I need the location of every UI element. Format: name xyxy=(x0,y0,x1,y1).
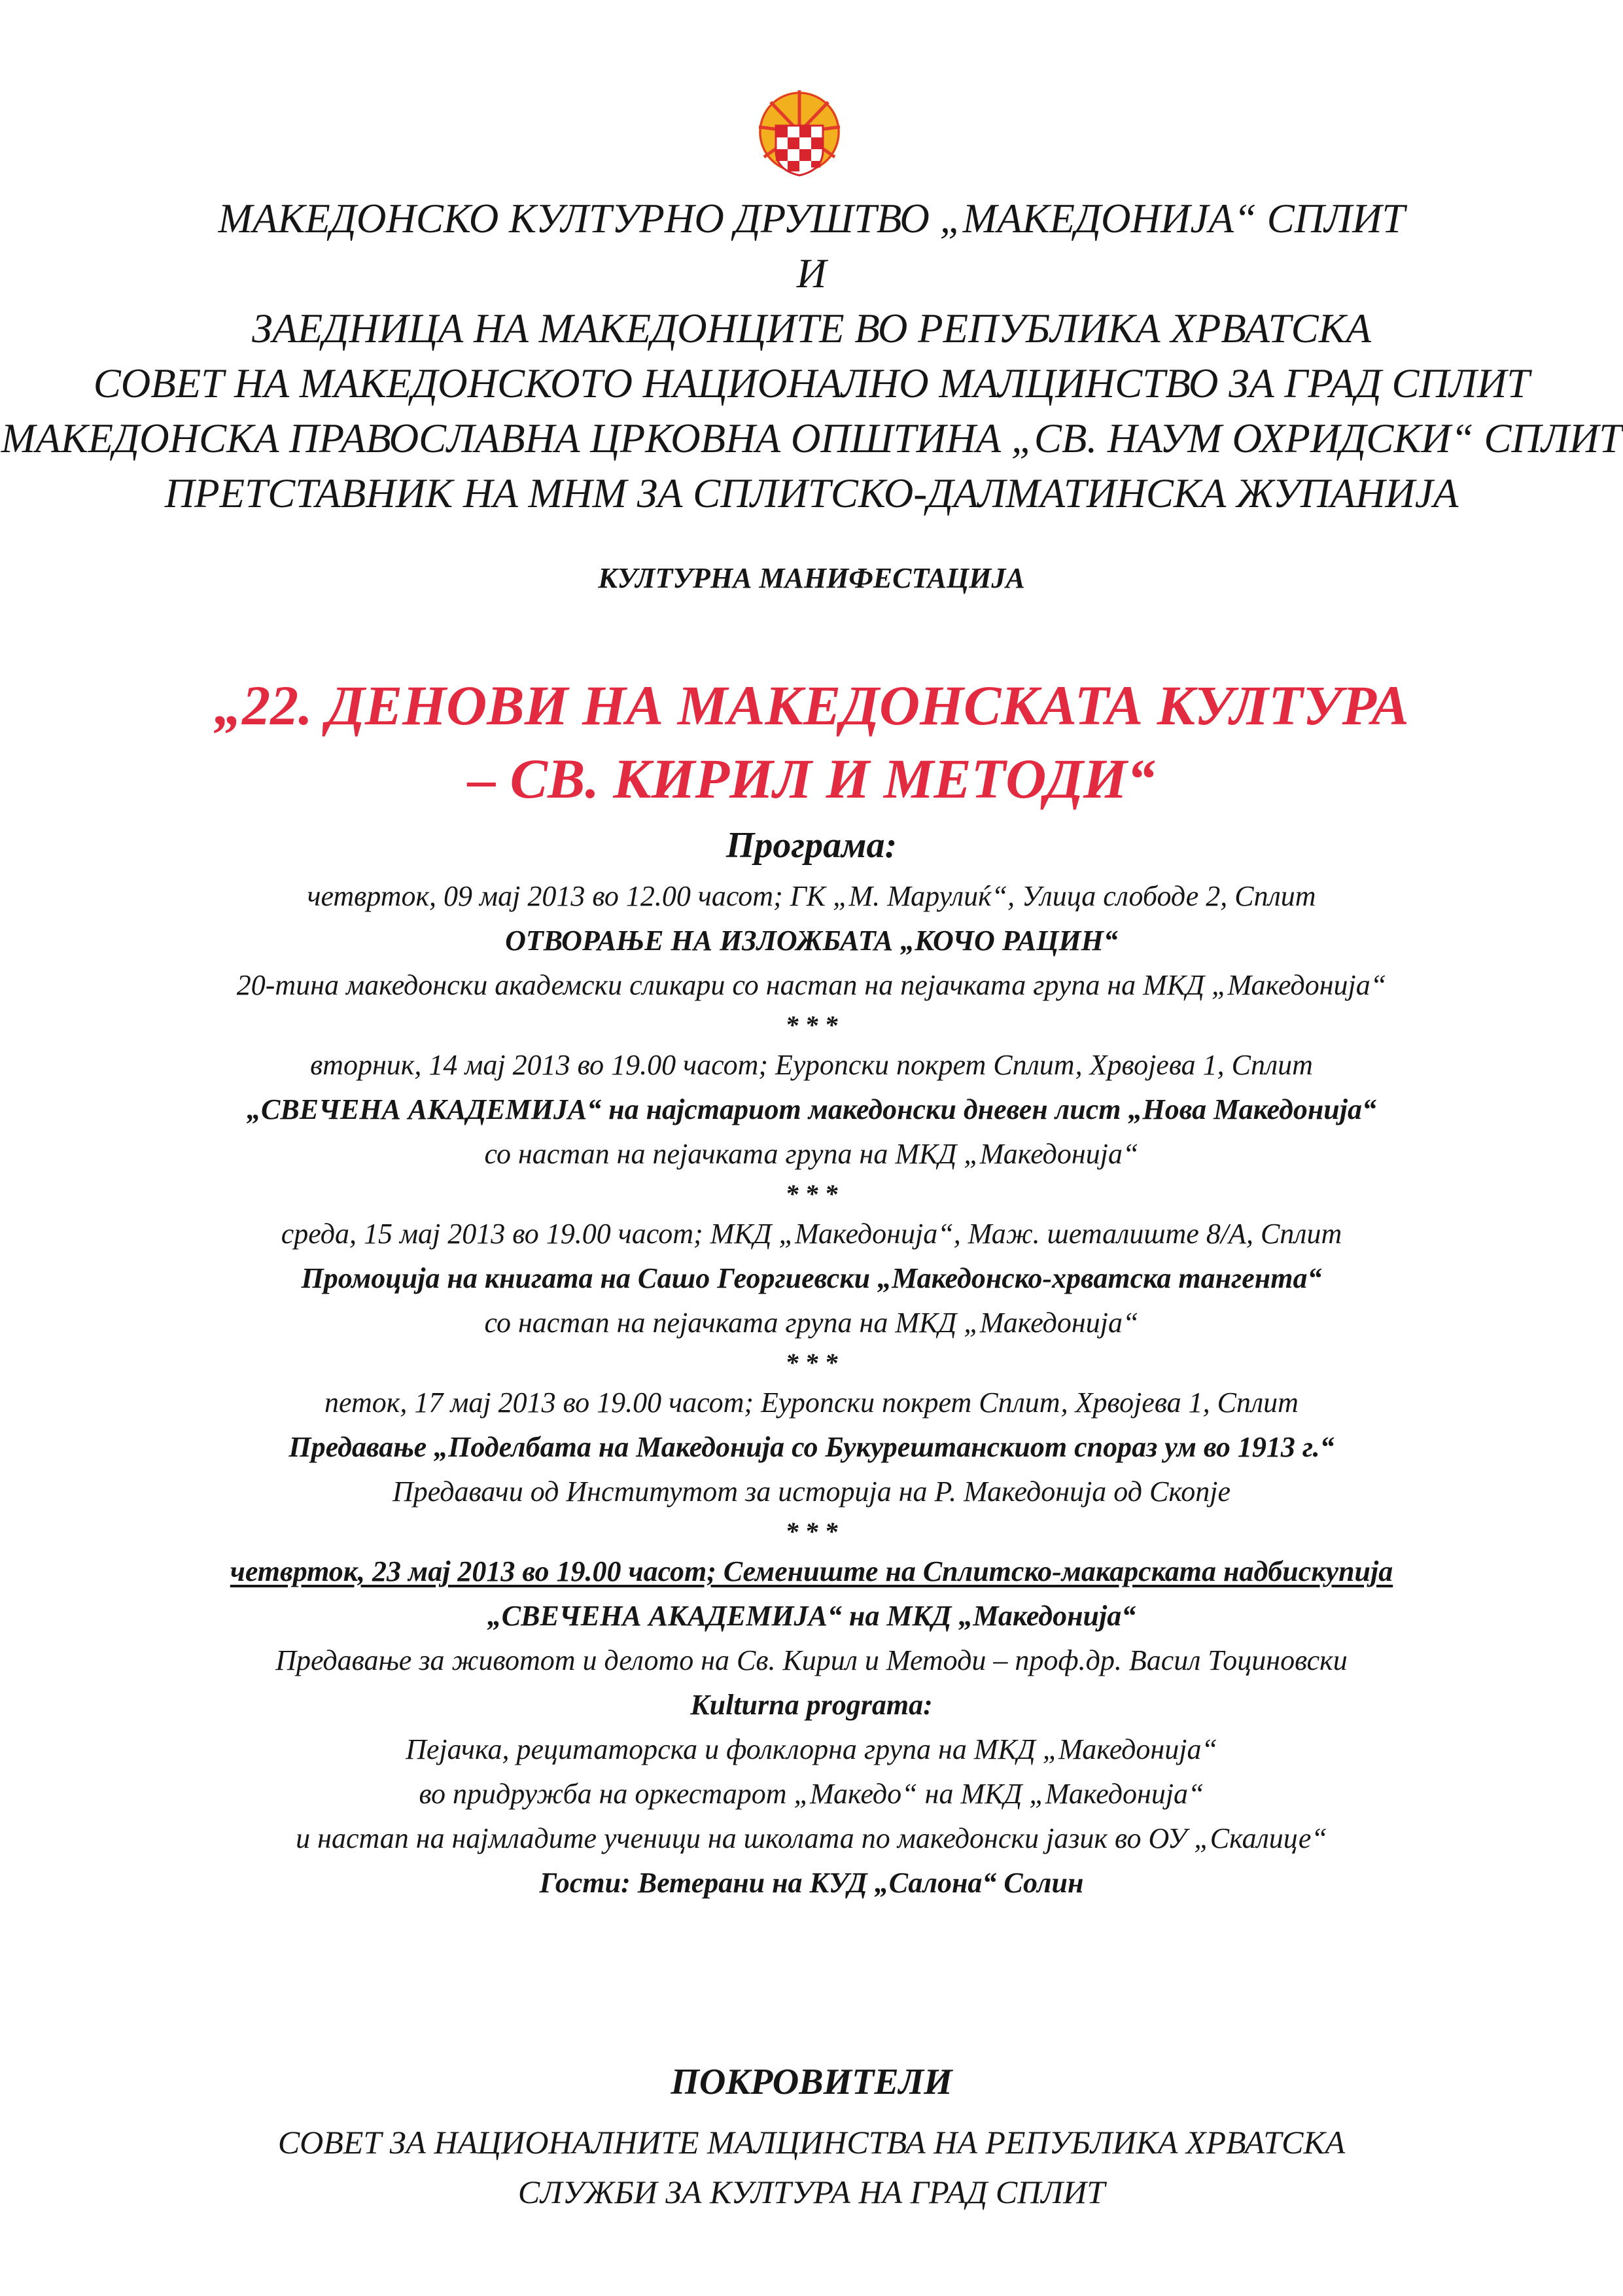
event-datetime-location: четврток, 09 мај 2013 во 12.00 часот; ГК „М. Марулиќ“, Улица слободе 2, Сплит xyxy=(307,880,1316,912)
patrons-heading: ПОКРОВИТЕЛИ xyxy=(671,2062,952,2102)
event-detail: со настап на пејачката група на МКД „Македонија“ xyxy=(484,1138,1139,1170)
cultural-program-line: и настап на најмладите ученици на школата по македонски јазик во ОУ „Скалице“ xyxy=(296,1822,1327,1854)
event-datetime-location: четврток, 23 мај 2013 во 19.00 часот; Семениште на Сплитско-макарската надбискупија xyxy=(230,1555,1393,1587)
event-title: „СВЕЧЕНА АКАДЕМИЈА“ на МКД „Македонија“ xyxy=(487,1600,1136,1632)
event-title: „СВЕЧЕНА АКАДЕМИЈА“ на најстариот македонски дневен лист „Нова Македонија“ xyxy=(247,1093,1376,1125)
patron: СЛУЖБИ ЗА КУЛТУРА НА ГРАД СПЛИТ xyxy=(517,2174,1106,2210)
organizer-main: МАКЕДОНСКО КУЛТУРНО ДРУШТВО „МАКЕДОНИЈА“ СПЛИТ xyxy=(218,196,1405,241)
separator: * * * xyxy=(785,1010,838,1040)
separator: * * * xyxy=(785,1348,838,1377)
program-heading: Програма: xyxy=(725,825,898,866)
event-title-line-1: „22. ДЕНОВИ НА МАКЕДОНСКАТА КУЛТУРА xyxy=(214,674,1409,737)
event-title: Предавање „Поделбата на Македонија со Букурештанскиот спораз ум во 1913 г.“ xyxy=(288,1431,1335,1463)
patron: СОВЕТ ЗА НАЦИОНАЛНИТЕ МАЛЦИНСТВА НА РЕПУБЛИКА ХРВАТСКА xyxy=(277,2124,1346,2161)
event-title-line-2: – СВ. КИРИЛ И МЕТОДИ“ xyxy=(468,747,1155,810)
event-datetime-location: петок, 17 мај 2013 во 19.00 часот; Еуропски покрет Сплит, Хрвојева 1, Сплит xyxy=(324,1386,1299,1419)
co-organizer: ПРЕТСТАВНИК НА МНМ ЗА СПЛИТСКО-ДАЛМАТИНСКА ЖУПАНИЈА xyxy=(164,470,1459,516)
event-title xyxy=(0,669,1623,815)
event-detail: со настап на пејачката група на МКД „Македонија“ xyxy=(484,1307,1139,1339)
event-title: Промоција на книгата на Сашо Георгиевски „Македонско-хрватска тангента“ xyxy=(301,1262,1322,1294)
co-organizer: СОВЕТ НА МАКЕДОНСКОТО НАЦИОНАЛНО МАЛЦИНСТВО ЗА ГРАД СПЛИТ xyxy=(93,361,1530,406)
conjunction: И xyxy=(796,251,827,296)
co-organizer: МАКЕДОНСКА ПРАВОСЛАВНА ЦРКОВНА ОПШТИНА „СВ. НАУМ ОХРИДСКИ“ СПЛИТ xyxy=(1,415,1622,461)
program-list xyxy=(0,874,1623,1905)
manifestation-subheading: КУЛТУРНА МАНИФЕСТАЦИЈА xyxy=(598,562,1025,594)
event-detail: 20-тина македонски академски сликари со настап на пејачката група на МКД „Македонија“ xyxy=(236,969,1387,1001)
event-datetime-location: среда, 15 мај 2013 во 19.00 часот; МКД „Македонија“, Маж. шеталиште 8/А, Сплит xyxy=(281,1218,1342,1250)
mkd-makedonija-logo xyxy=(751,80,848,177)
event-detail: Предавачи од Институтот за историја на Р. Македонија од Скопје xyxy=(393,1475,1230,1508)
organizers-block xyxy=(0,191,1623,521)
separator: * * * xyxy=(785,1517,838,1546)
separator: * * * xyxy=(785,1179,838,1209)
cultural-program-line: Пејачка, рецитаторска и фолклорна група на МКД „Македонија“ xyxy=(406,1733,1217,1765)
event-datetime-location: вторник, 14 мај 2013 во 19.00 часот; Еуропски покрет Сплит, Хрвојева 1, Сплит xyxy=(310,1049,1313,1081)
event-title: ОТВОРАЊЕ НА ИЗЛОЖБАТА „КОЧО РАЦИН“ xyxy=(505,925,1118,957)
checkerboard-shield-icon xyxy=(776,126,823,175)
cultural-program-line: во придружба на оркестарот „Македо“ на МКД „Македонија“ xyxy=(419,1778,1204,1810)
co-organizer: ЗАЕДНИЦА НА МАКЕДОНЦИТЕ ВО РЕПУБЛИКА ХРВАТСКА xyxy=(252,306,1371,351)
guests-line: Гости: Ветерани на КУД „Салона“ Солин xyxy=(539,1867,1084,1899)
event-detail: Предавање за животот и делото на Св. Кирил и Методи – проф.др. Васил Тоциновски xyxy=(275,1644,1348,1676)
cultural-program-heading: Kulturna programa: xyxy=(690,1689,933,1721)
patrons-list xyxy=(0,2117,1623,2217)
